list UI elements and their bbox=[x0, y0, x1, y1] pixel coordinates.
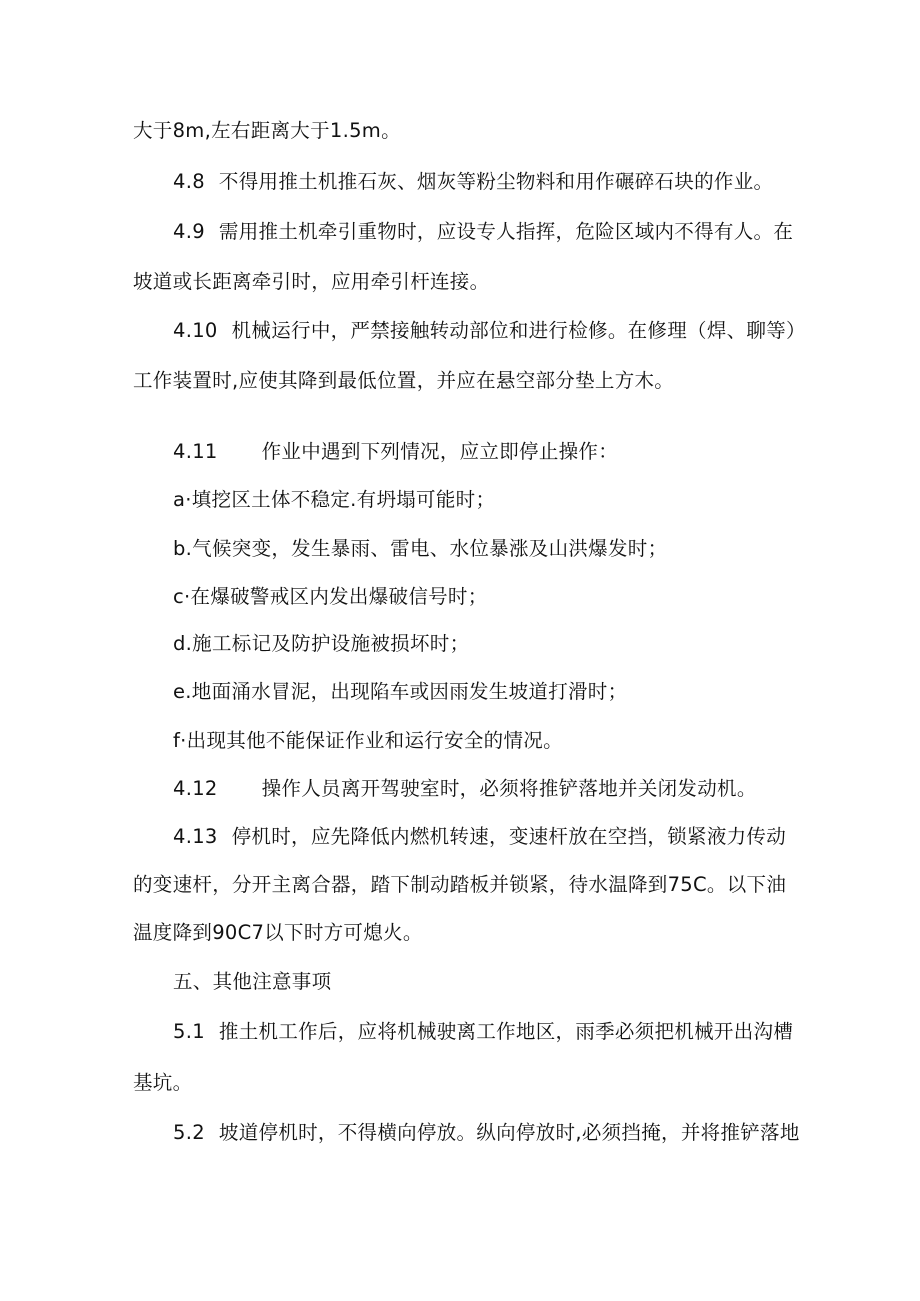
clause-number: 4.11 bbox=[173, 440, 218, 463]
line-text: 停机时，应先降低内燃机转速，变速杆放在空挡，锁紧液力传动 bbox=[231, 825, 787, 848]
line-text: 温度降到90C7以下时方可熄火。 bbox=[133, 921, 423, 944]
line-text: 基坑。 bbox=[133, 1071, 193, 1094]
list-item bbox=[173, 536, 853, 562]
text-line bbox=[133, 368, 813, 394]
clause-4-10 bbox=[173, 318, 853, 344]
clause-number: 4.8 bbox=[173, 170, 205, 193]
clause-number: 4.12 bbox=[173, 777, 218, 800]
clause-4-8 bbox=[173, 169, 853, 195]
text-line bbox=[133, 920, 813, 946]
line-text: 作业中遇到下列情况，应立即停止操作： bbox=[261, 440, 619, 463]
line-text: e.地面涌水冒泥，出现陷车或因雨发生坡道打滑时； bbox=[173, 680, 628, 703]
line-text: c·在爆破警戒区内发出爆破信号时； bbox=[173, 585, 488, 608]
line-text: 坡道或长距离牵引时，应用牵引杆连接。 bbox=[133, 270, 490, 293]
clause-number: 4.10 bbox=[173, 319, 218, 342]
clause-5-1 bbox=[173, 1019, 853, 1045]
clause-4-11 bbox=[173, 439, 853, 465]
text-line bbox=[133, 118, 813, 144]
clause-number: 5.2 bbox=[173, 1121, 205, 1144]
text-line bbox=[133, 872, 813, 898]
line-text: a·填挖区土体不稳定.有坍塌可能时； bbox=[173, 488, 496, 511]
clause-4-9 bbox=[173, 219, 853, 245]
section-heading bbox=[173, 969, 853, 995]
line-text: 的变速杆，分开主离合器，踏下制动踏板并锁紧，待水温降到75C。以下油 bbox=[133, 873, 787, 896]
clause-number: 5.1 bbox=[173, 1020, 205, 1043]
line-text: 五、其他注意事项 bbox=[173, 970, 332, 993]
text-line bbox=[133, 269, 813, 295]
list-item bbox=[173, 728, 853, 754]
list-item bbox=[173, 631, 853, 657]
list-item bbox=[173, 584, 853, 610]
line-text: 推土机工作后，应将机械驶离工作地区，雨季必须把机械开出沟槽 bbox=[218, 1020, 794, 1043]
clause-4-13 bbox=[173, 824, 853, 850]
line-text: 坡道停机时，不得横向停放。纵向停放时,必须挡掩，并将推铲落地 bbox=[218, 1121, 800, 1144]
line-text: b.气候突变，发生暴雨、雷电、水位暴涨及山洪爆发时； bbox=[173, 537, 668, 560]
list-item bbox=[173, 679, 853, 705]
line-text: 操作人员离开驾驶室时，必须将推铲落地并关闭发动机。 bbox=[261, 777, 757, 800]
line-text: 需用推土机牵引重物时，应设专人指挥，危险区域内不得有人。在 bbox=[218, 220, 794, 243]
list-item bbox=[173, 487, 853, 513]
text-line bbox=[133, 1070, 813, 1096]
clause-5-2 bbox=[173, 1120, 853, 1146]
line-text: 不得用推土机推石灰、烟灰等粉尘物料和用作碾碎石块的作业。 bbox=[218, 170, 774, 193]
clause-4-12 bbox=[173, 776, 853, 802]
line-text: 机械运行中，严禁接触转动部位和进行检修。在修理（焊、聊等） bbox=[231, 319, 806, 342]
line-text: 工作装置时,应使其降到最低位置，并应在悬空部分垫上方木。 bbox=[133, 369, 675, 392]
clause-number: 4.13 bbox=[173, 825, 218, 848]
line-text: d.施工标记及防护设施被损坏时； bbox=[173, 632, 470, 655]
line-text: 大于8m,左右距离大于1.5m。 bbox=[133, 119, 401, 142]
clause-number: 4.9 bbox=[173, 220, 205, 243]
line-text: f·出现其他不能保证作业和运行安全的情况。 bbox=[173, 729, 563, 752]
